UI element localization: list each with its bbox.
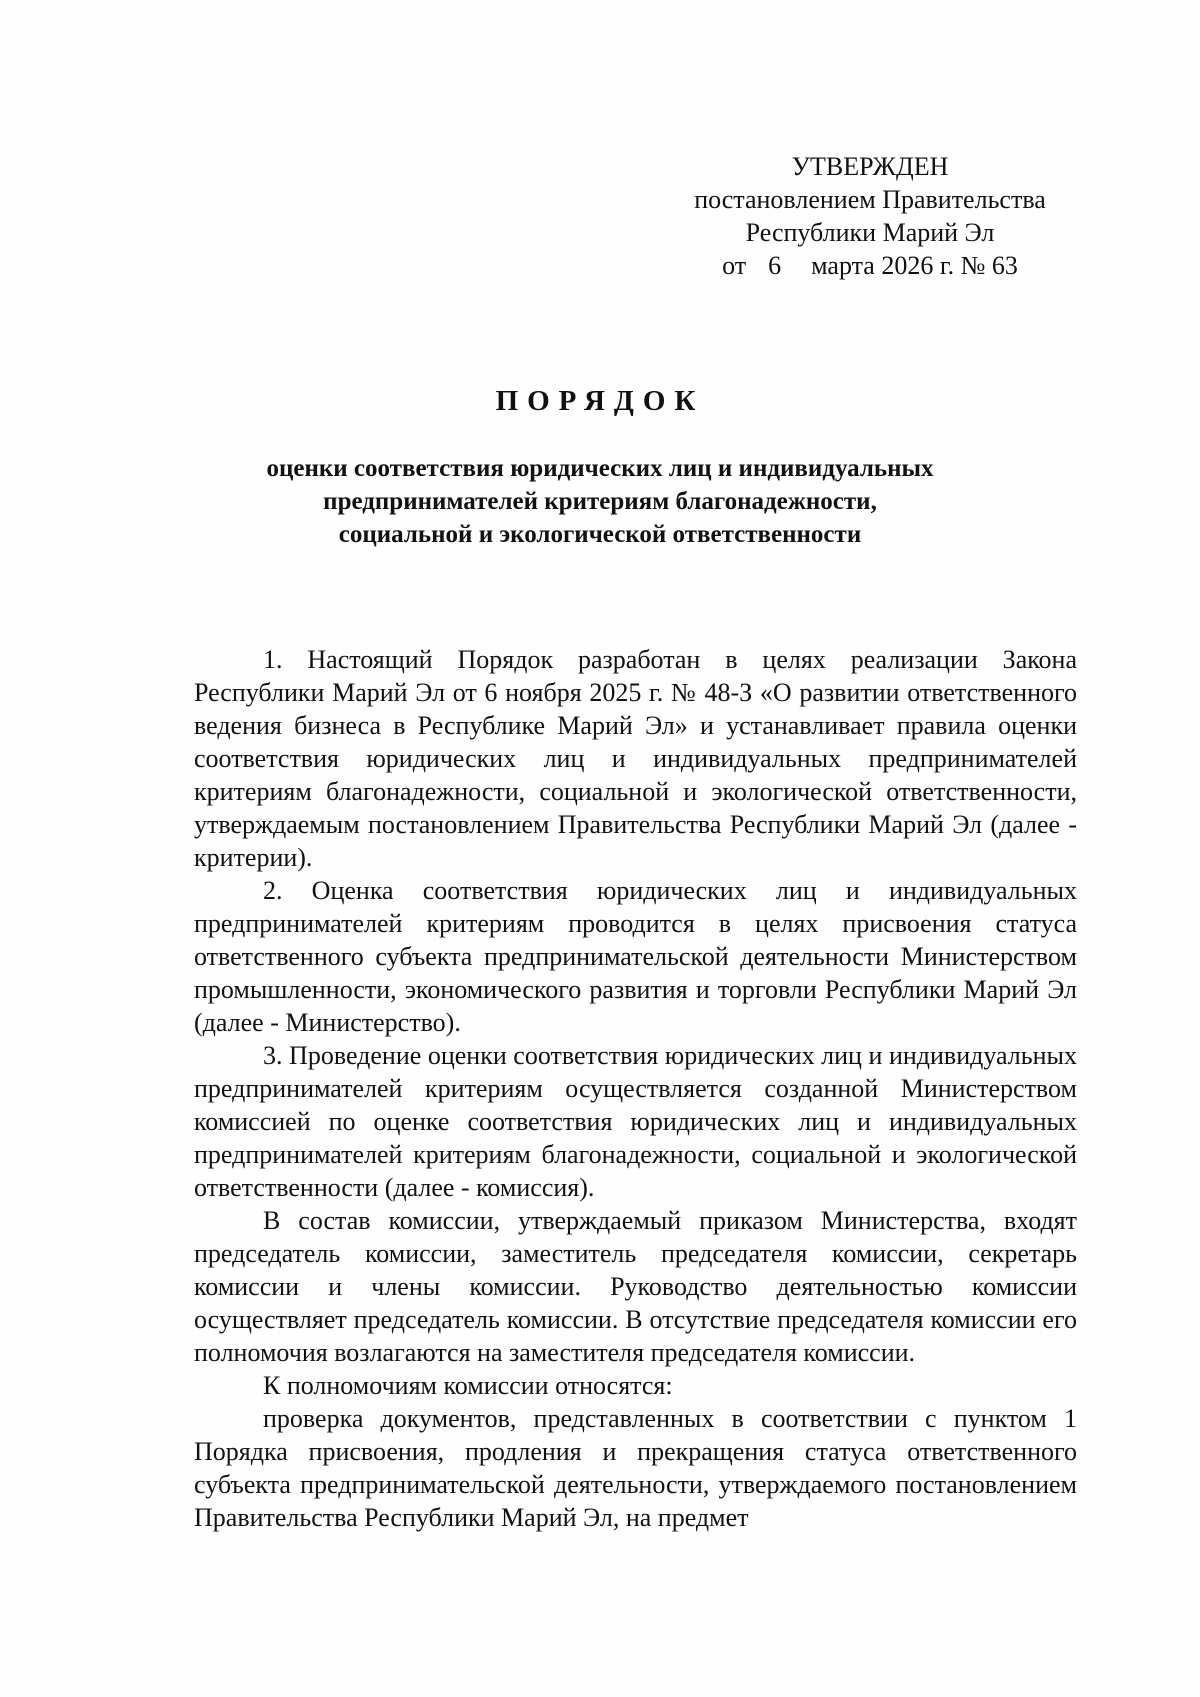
approval-date-line bbox=[655, 249, 1085, 282]
approval-date-rest: марта 2026 г. № bbox=[811, 251, 986, 280]
approval-date-prefix: от bbox=[722, 251, 747, 280]
approval-date-day: 6 bbox=[768, 251, 782, 280]
paragraph-commission-composition: В состав комиссии, утверждаемый приказом Министерства, входят председатель комиссии, заместитель председателя комиссии, секретарь комиссии и члены комиссии. Руководство деятельностью комиссии осуществляет председатель комиссии. В отсутствие председателя комиссии его полномочия возлагаются на заместителя председателя комиссии. bbox=[194, 1206, 1077, 1367]
approval-number: 63 bbox=[991, 251, 1018, 280]
document-title: ПОРЯДОК bbox=[495, 385, 705, 417]
approval-heading: УТВЕРЖДЕН bbox=[791, 152, 949, 181]
paragraph-3: 3. Проведение оценки соответствия юридических лиц и индивидуальных предпринимателей критериям осуществляется созданной Министерством комиссией по оценке соответствия юридических лиц и индивидуальных предпринимателей критериям благонадежности, социальной и экологической ответственности (далее - комиссия). bbox=[194, 1041, 1077, 1202]
subtitle-line: предпринимателей критериям благонадежности, bbox=[323, 488, 877, 515]
paragraph-document-check: проверка документов, представленных в соответствии с пунктом 1 Порядка присвоения, продления и прекращения статуса ответственного субъекта предпринимательской деятельности, утверждаемого постановлением Правительства Республики Марий Эл, на предмет bbox=[194, 1404, 1077, 1532]
paragraph-1: 1. Настоящий Порядок разработан в целях реализации Закона Республики Марий Эл от 6 ноября 2025 г. № 48-З «О развитии ответственного ведения бизнеса в Республике Марий Эл» и устанавливает правила оценки соответствия юридических лиц и индивидуальных предпринимателей критериям благонадежности, социальной и экологической ответственности, утверждаемым постановлением Правительства Республики Марий Эл (далее - критерии). bbox=[194, 645, 1077, 872]
document-subtitle bbox=[190, 452, 1010, 551]
paragraph-2: 2. Оценка соответствия юридических лиц и индивидуальных предпринимателей критериям проводится в целях присвоения статуса ответственного субъекта предпринимательской деятельности Министерством промышленности, экономического развития и торговли Республики Марий Эл (далее - Министерство). bbox=[194, 876, 1077, 1037]
approval-line-resolution: постановлением Правительства bbox=[694, 185, 1046, 214]
document-body bbox=[194, 643, 1077, 1534]
subtitle-line: оценки соответствия юридических лиц и индивидуальных bbox=[266, 455, 934, 482]
paragraph-commission-powers: К полномочиям комиссии относятся: bbox=[263, 1371, 673, 1400]
approval-line-republic: Республики Марий Эл bbox=[745, 218, 995, 247]
approval-stamp-block bbox=[655, 150, 1085, 282]
subtitle-line: социальной и экологической ответственности bbox=[338, 521, 862, 548]
